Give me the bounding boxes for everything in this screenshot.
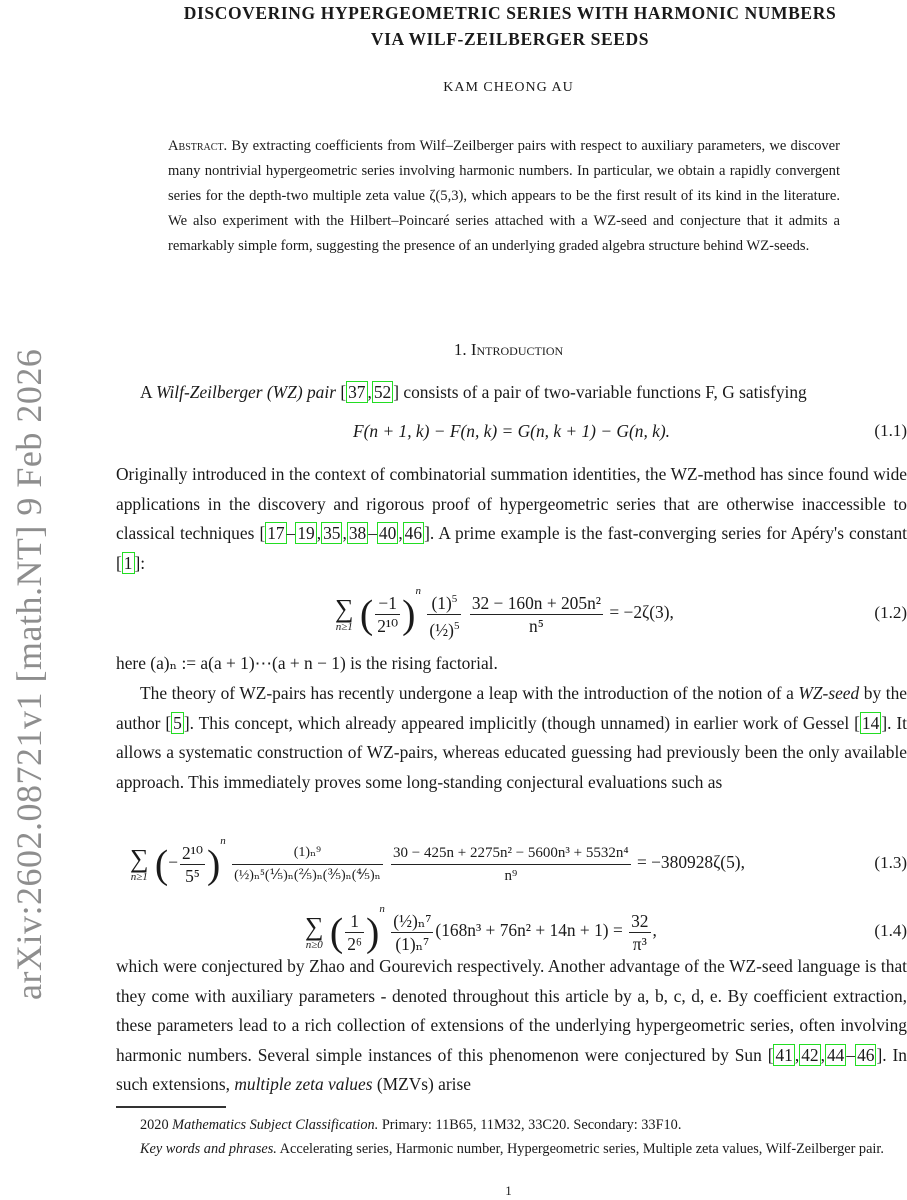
citation-link[interactable]: 14 [861,712,880,733]
equation-rhs: = −380928ζ(5), [636,852,745,872]
citation-link[interactable]: 38 [348,523,367,543]
text: by the author [116,683,907,733]
citation-link[interactable]: 44 [826,1044,845,1065]
citation-link[interactable]: 46 [404,523,423,543]
citation-link[interactable]: 17 [267,523,285,543]
equation-number: (1.1) [874,421,907,440]
equation-1-3: ∑ n≥1 (− $\frac{\text{2¹⁰}}{\text{5⁵}}$ )$^n$ $\frac{\text{(1)ₙ⁹}}{\text{(½)ₙ⁵(⅕)ₙ(⅖)ₙ(⅗)ₙ(⅘)ₙ}}$ $\frac{\text{30 − 425n + 2275n² − 5600n³ + 5532n⁴}}{\text{n⁹}}$ = −380928ζ(5), (1.3) [130,835,907,887]
equation-rhs: = −2ζ(3), [609,602,674,622]
paragraph-rising-factorial: here (a)ₙ := a(a + 1)⋯(a + n − 1) is the rising factorial. [116,653,498,673]
text: Originally introduced in the context of combinatorial summation identities, the WZ-method has since found wide applications in the discovery and rigorous proof of hypergeometric series that are otherwise inaccessible to classical techniques [116,464,907,543]
text: . This concept, which already appeared implicitly (though unnamed) in earlier work of Gessel [189,712,855,733]
footnote-keywords: Key words and phrases. Accelerating series, Harmonic number, Hypergeometric series, Multiple zeta values, Wilf-Zeilberger pair. [140,1141,884,1157]
equation-1-2: ∑ n≥1 ( $\frac{-1}{\text{2¹⁰}}$ )$^n$ $\frac{(1)^5}{(\frac{1}{2})^5}$ $\frac{\text{32 − 160n + 205n²}}{\text{n⁵}}$ = −2ζ(3), (1.2) [335,585,907,640]
text: The theory of WZ-pairs has recently undergone a leap with the introduction of the notion of a [140,683,799,703]
equation-number: (1.3) [874,853,907,872]
section-title: Introduction [470,340,564,359]
author-name: KAM CHEONG AU [443,80,574,95]
citation-link[interactable]: 52 [373,382,392,402]
citation-link[interactable]: 5 [173,712,182,733]
citation-link[interactable]: 46 [857,1044,875,1065]
equation-body: F(n + 1, k) − F(n, k) = G(n, k + 1) − G(n, k). [352,421,671,441]
equation-1-4: ∑ n≥0 ( $\frac{1}{\text{2⁶}}$ )$^n$ $\frac{\text{(½)ₙ⁷}}{\text{(1)ₙ⁷}}$ (168n³ + 76n² + 14n + 1) = $\frac{32}{\text{π³}}$ , (1.4) [305,903,907,955]
term-mzv: multiple zeta values [234,1074,373,1094]
citation-link[interactable]: 40 [378,523,397,543]
text: which were conjectured by Zhao and Gourevich respectively. Another advantage of the WZ-seed language is that they come with auxiliary parameters - denoted throughout this article by a, b, c, d, e. By coefficient extraction, these parameters lead to a rich collection of extensions of the underlying hypergeometric series, often involving harmonic numbers. Several simple instances of this phenomenon were conjectured by Sun [116,956,907,1065]
equation-number: (1.4) [874,921,907,940]
abstract-text: By extracting coefficients from Wilf–Zeilberger pairs with respect to auxiliary parameters, we discover many nontrivial hypergeometric series involving harmonic numbers. In particular, we obtain a rapidly convergent series for the depth-two multiple zeta value ζ(5,3), which appears to be the first result of its kind in the literature. We also experiment with the Hilbert–Poincaré series attached with a WZ-seed and conjecture that it admits a remarkably simple form, suggesting the presence of an underlying graded algebra structure behind WZ-seeds. [168,138,840,254]
text: A [140,382,156,402]
citation-link[interactable]: 35 [323,523,341,543]
paragraph-wz-pair: A Wilf-Zeilberger (WZ) pair [ 37 , 52 ] consists of a pair of two-variable functions F, G satisfying [140,382,807,402]
arxiv-stamp: arXiv:2602.08721v1 [math.NT] 9 Feb 2026 [9,348,49,1000]
section-number: 1. [453,340,467,359]
text: . It allows a systematic construction of WZ-pairs, whereas educated guessing had previously been the only available approach. This immediately proves some long-standing conjectural evaluations such as [116,712,907,792]
text: : [140,552,146,573]
citation-link[interactable]: 19 [297,523,315,543]
citation-link[interactable]: 42 [801,1044,819,1065]
paragraph-wz-seed: The theory of WZ-pairs has recently undergone a leap with the introduction of the notion of a WZ-seed by the author [ 5 ]. This concept, which already appeared implicitly (though unnamed) in earlier work of Gessel [ 14 ]. It allows a systematic construction of WZ-pairs, whereas educated guessing had previously been the only available approach. This immediately proves some long-standing conjectural evaluations such as [116,683,907,792]
text: . In such extensions, [116,1044,907,1094]
abstract-label: Abstract. [168,138,228,154]
paragraph-wz-method: Originally introduced in the context of combinatorial summation identities, the WZ-method has since found wide applications in the discovery and rigorous proof of hypergeometric series that are otherwise inaccessible to classical techniques [ 17 – 19 , 35 , 38 – 40 , 46 ]. A prime example is the fast-converging series for Apéry's constant [ 1 ]: [116,464,907,573]
term-wz-seed: WZ-seed [798,683,860,703]
footnote-divider [116,1106,226,1108]
equation-1-1 [116,421,907,442]
paragraph-auxiliary-parameters: which were conjectured by Zhao and Gourevich respectively. Another advantage of the WZ-seed language is that they come with auxiliary parameters - denoted throughout this article by a, b, c, d, e. By coefficient extraction, these parameters lead to a rich collection of extensions of the underlying hypergeometric series, often involving harmonic numbers. Several simple instances of this phenomenon were conjectured by Sun [ 41 , 42 , 44 – 46 ]. In such extensions, multiple zeta values (MZVs) arise [116,956,907,1094]
citation-link[interactable]: 37 [348,382,366,402]
text: consists of a pair of two-variable functions F, G satisfying [399,382,807,402]
citation-link[interactable]: 41 [775,1044,793,1065]
citation-link[interactable]: 1 [123,552,133,573]
page-number: 1 [505,1183,512,1198]
footnote-msc: 2020 Mathematics Subject Classification. Primary: 11B65, 11M32, 33C20. Secondary: 33F10. [140,1117,682,1133]
text: (MZVs) arise [372,1074,472,1094]
section-heading [110,340,907,360]
abstract [168,134,840,259]
summation-symbol: ∑ n≥1 [335,593,354,633]
summation-symbol: ∑ n≥1 [130,843,149,883]
text: . A prime example is the fast-converging series for Apéry's constant [429,523,907,543]
paper-title [110,0,907,52]
title-line-1: DISCOVERING HYPERGEOMETRIC SERIES WITH HARMONIC NUMBERS [183,3,837,23]
summation-symbol: ∑ n≥0 [305,911,324,951]
title-line-2: VIA WILF-ZEILBERGER SEEDS [370,29,650,49]
equation-number: (1.2) [874,603,907,622]
term-wz-pair: Wilf-Zeilberger (WZ) pair [155,382,336,402]
